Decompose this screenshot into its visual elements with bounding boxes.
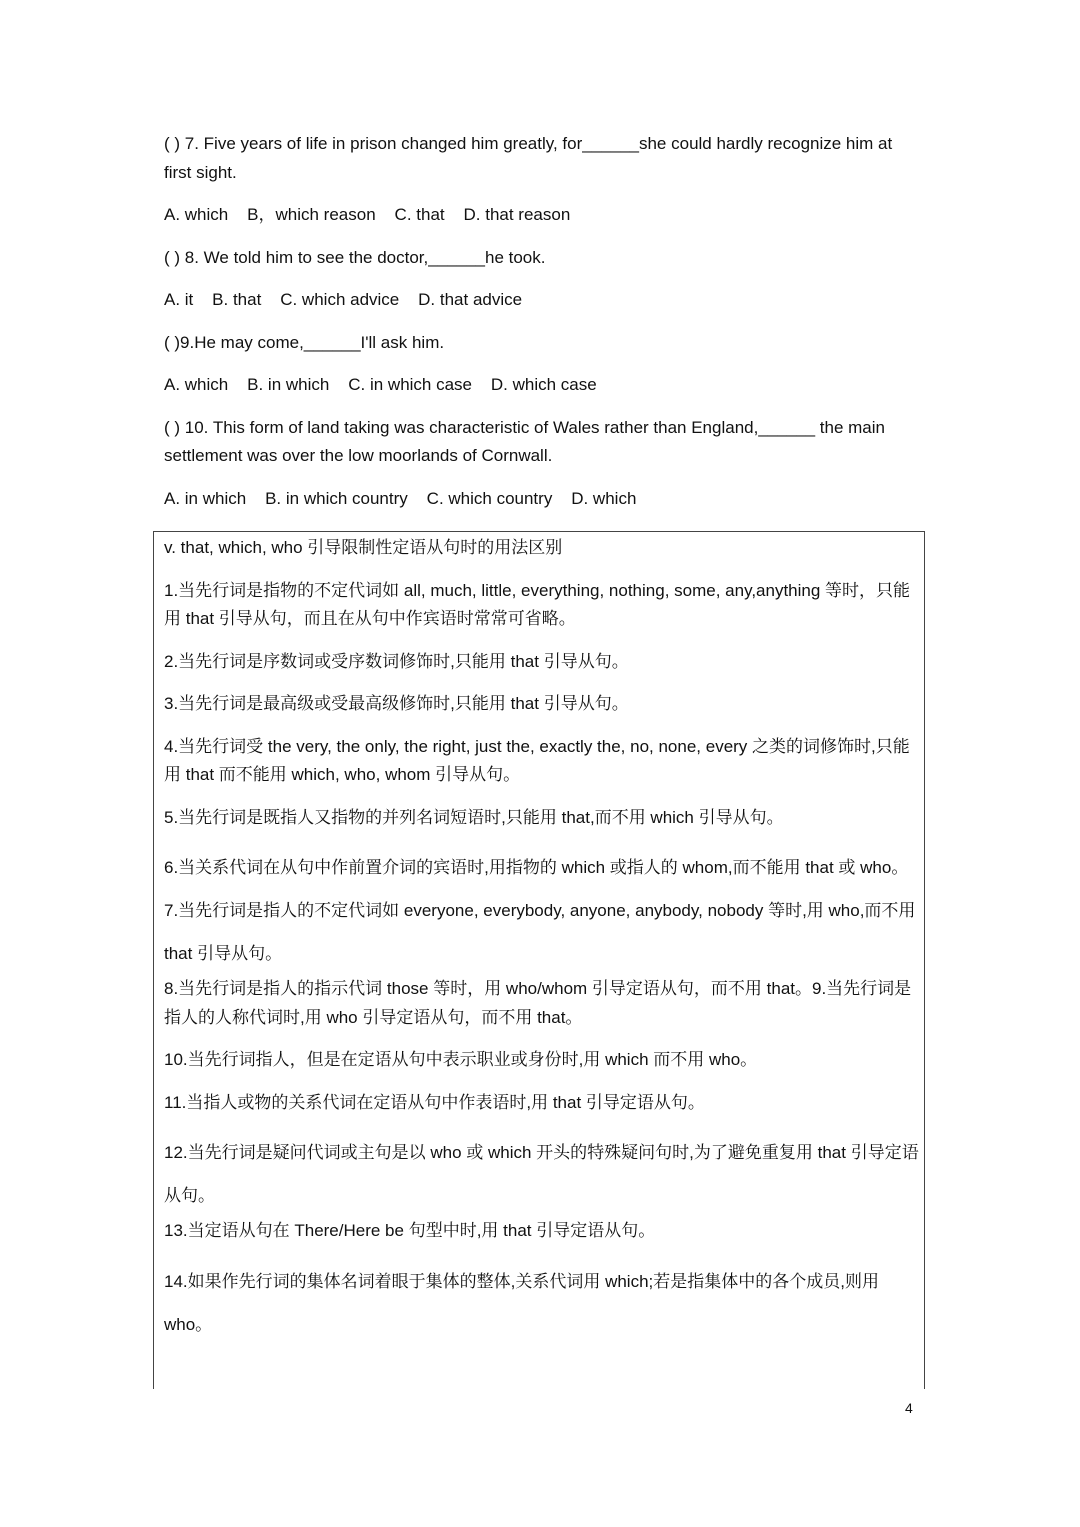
rule-10: 10.当先行词指人，但是在定语从句中表示职业或身份时,用 which 而不用 who。 [164,1050,758,1069]
rule-14: 14.如果作先行词的集体名词着眼于集体的整体,关系代词用 which;若是指集体中的各个成员,则用 who。 [164,1271,879,1334]
rule-7: 7.当先行词是指人的不定代词如 everyone, everybody, anyone, anybody, nobody 等时,用 who,而不用 that 引导从句。 [164,901,916,963]
rules-heading: v. that, which, who 引导限制性定语从句时的用法区别 [164,538,563,557]
question-8: ( ) 8. We told him to see the doctor,______he took. [164,247,546,267]
question-9-options: A. which B. in which C. in which case D. which case [164,375,597,394]
rule-2: 2.当先行词是序数词或受序数词修饰时,只能用 that 引导从句。 [164,651,629,671]
rule-13: 13.当定语从句在 There/Here be 句型中时,用 that 引导定语从句。 [164,1221,656,1240]
rule-12: 12.当先行词是疑问代词或主句是以 who 或 which 开头的特殊疑问句时,为了避免重复用 that 引导定语从句。 [164,1143,919,1205]
question-7-options: A. which B，which reason C. that D. that reason [164,205,571,224]
rule-8-9: 8.当先行词是指人的指示代词 those 等时，用 who/whom 引导定语从句，而不用 that。9.当先行词是指人的人称代词时,用 who 引导定语从句，而不用 that。 [164,979,912,1027]
rule-4: 4.当先行词受 the very, the only, the right, just the, exactly the, no, none, every 之类的词修饰时,只能用 that 而不能用 which, who, whom 引导从句。 [164,736,910,784]
page-number: 4 [905,1400,913,1416]
rule-3: 3.当先行词是最高级或受最高级修饰时,只能用 that 引导从句。 [164,694,629,713]
exercise-questions [164,130,920,527]
rule-6: 6.当关系代词在从句中作前置介词的宾语时,用指物的 which 或指人的 whom,而不能用 that 或 who。 [164,858,909,877]
rule-1: 1.当先行词是指物的不定代词如 all, much, little, everything, nothing, some, any,anything 等时，只能用 that 引导从句，而且在从句中作宾语时常常可省略。 [164,580,911,628]
rule-5: 5.当先行词是既指人又指物的并列名词短语时,只能用 that,而不用 which 引导从句。 [164,807,784,827]
rule-11: 11.当指人或物的关系代词在定语从句中作表语时,用 that 引导定语从句。 [164,1092,705,1112]
question-10: ( ) 10. This form of land taking was characteristic of Wales rather than England,______ the main settlement was over the low moorlands of Cornwall. [164,417,885,465]
question-8-options: A. it B. that C. which advice D. that advice [164,290,523,309]
question-7: ( ) 7. Five years of life in prison changed him greatly, for______she could hardly recognize him at first sight. [164,134,893,182]
question-10-options: A. in which B. in which country C. which country D. which [164,488,637,508]
question-9: ( )9.He may come,______I'll ask him. [164,332,445,352]
grammar-rules-box [153,531,925,1389]
